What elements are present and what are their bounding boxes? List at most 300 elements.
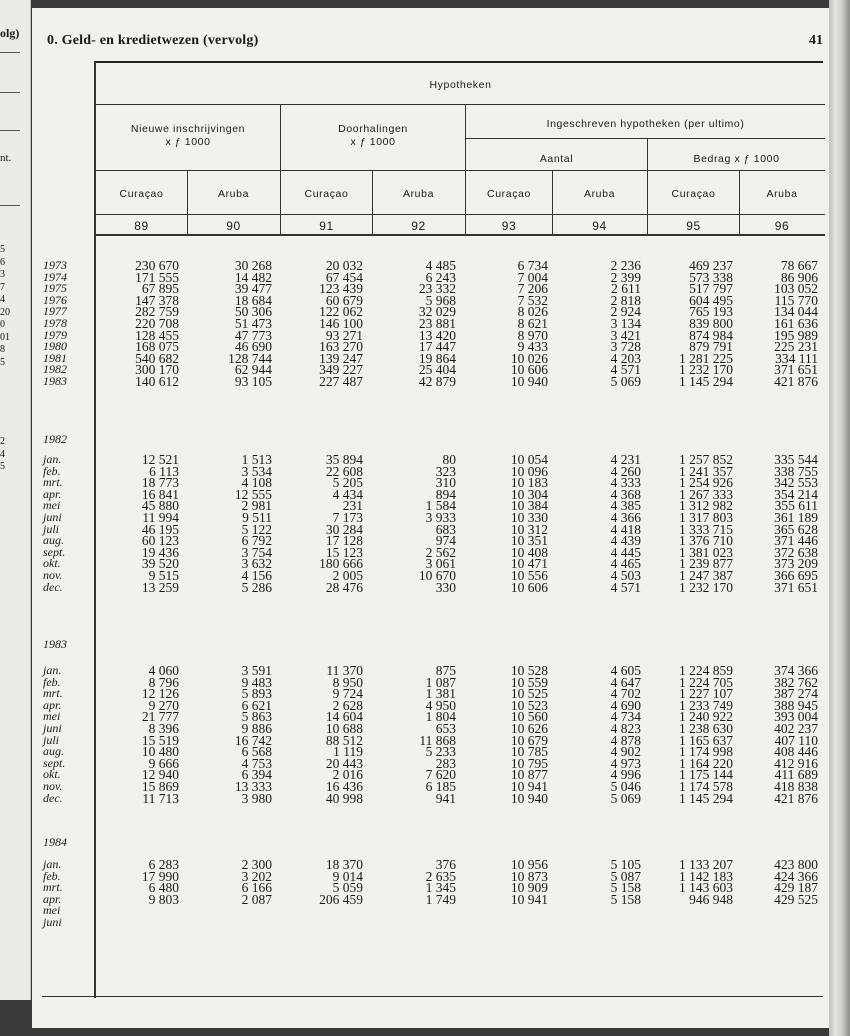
table-cell: 1 376 710	[679, 533, 733, 549]
table-cell: 8 396	[148, 720, 179, 736]
table-cell: 10 528	[510, 663, 548, 678]
data-column	[679, 260, 733, 388]
table-cell: 300 170	[135, 362, 179, 378]
table-cell: 16 841	[141, 486, 179, 502]
table-cell: 310	[435, 475, 456, 491]
column-number: 93	[501, 219, 517, 233]
header-rule	[465, 138, 825, 139]
table-cell: 60 679	[325, 292, 363, 308]
table-cell: 839 800	[689, 315, 733, 331]
column-label: Curaçao	[487, 188, 531, 200]
table-cell: 874 984	[689, 327, 733, 343]
row-label: feb.	[43, 463, 61, 478]
table-cell: 3 134	[610, 315, 641, 331]
row-label: juli	[43, 521, 60, 536]
table-cell: 5 233	[425, 744, 456, 760]
table-cell: 5 105	[610, 857, 641, 872]
data-column	[511, 859, 548, 905]
table-cell: 88 512	[325, 732, 363, 748]
table-cell: 5 158	[610, 891, 641, 907]
table-cell: 365 628	[774, 521, 818, 537]
table-cell: 67 454	[325, 269, 363, 285]
table-cell: 2 628	[332, 697, 363, 713]
table-cell: 10 626	[510, 720, 548, 736]
table-cell: 47 773	[234, 327, 272, 343]
table-cell: 10 679	[510, 732, 548, 748]
table-cell: 7 620	[425, 767, 456, 783]
row-label: sept.	[43, 544, 66, 559]
table-cell: 6 480	[148, 880, 179, 896]
prev-page-rule	[0, 52, 20, 53]
data-column	[419, 665, 456, 804]
table-cell: 517 797	[689, 281, 733, 297]
table-cell: 19 436	[141, 544, 179, 560]
table-cell: 146 100	[319, 315, 363, 331]
row-label: apr.	[43, 697, 62, 712]
table-cell: 573 338	[689, 269, 733, 285]
row-label: dec.	[43, 790, 63, 805]
table-cell: 12 126	[141, 686, 179, 702]
table-cell: 13 333	[234, 778, 272, 794]
table-cell: 1 232 170	[679, 579, 733, 595]
data-column	[426, 859, 456, 905]
row-label: mei	[43, 498, 61, 513]
table-cell: 9 666	[148, 755, 179, 771]
table-cell: 429 187	[774, 880, 818, 896]
table-cell: 40 998	[325, 790, 363, 806]
table-cell: 1 317 803	[679, 509, 733, 525]
table-cell: 17 990	[141, 868, 179, 884]
table-cell: 412 916	[774, 755, 818, 771]
table-cell: 8 970	[517, 327, 548, 343]
table-cell: 282 759	[135, 304, 179, 320]
column-number: 91	[319, 219, 334, 233]
table-cell: 195 989	[774, 327, 818, 343]
table-cell: 230 670	[135, 258, 179, 273]
table-cell: 14 604	[325, 709, 363, 725]
data-column	[611, 260, 641, 388]
table-cell: 225 231	[774, 339, 818, 355]
row-label: 1973	[43, 258, 67, 272]
row-label: mei	[43, 903, 61, 918]
header-doorhalingen: Doorhalingen	[338, 123, 408, 135]
table-cell: 4 385	[610, 498, 641, 514]
data-column	[774, 260, 818, 388]
table-cell: 1 143 603	[679, 880, 733, 896]
table-cell: 335 544	[774, 452, 818, 467]
table-cell: 10 026	[510, 350, 548, 366]
table-cell: 5 069	[610, 790, 641, 806]
table-cell: 1 142 183	[679, 868, 733, 884]
table-cell: 8 026	[517, 304, 548, 320]
table-cell: 366 695	[774, 567, 818, 583]
table-cell: 540 682	[135, 350, 179, 366]
row-label: 1983	[43, 374, 67, 388]
table-cell: 10 940	[510, 373, 548, 389]
column-number: 92	[411, 219, 426, 233]
prev-page-number: 3	[0, 269, 5, 280]
table-cell: 14 482	[234, 269, 272, 285]
prev-page-title-fragment: olg)	[0, 26, 20, 40]
table-cell: 469 237	[689, 258, 733, 273]
column-label: Aruba	[583, 188, 616, 200]
table-cell: 879 791	[689, 339, 733, 355]
table-cell: 4 734	[610, 709, 641, 725]
table-cell: 424 366	[774, 868, 818, 884]
table-cell: 1 145 294	[679, 790, 733, 806]
top-rule	[94, 61, 823, 63]
table-cell: 4 368	[610, 486, 641, 502]
header-ingeschreven: Ingeschreven hypotheken (per ultimo)	[546, 118, 745, 130]
table-cell: 30 284	[325, 521, 363, 537]
table-cell: 6 394	[241, 767, 272, 783]
prev-page-number: 4	[0, 448, 5, 460]
table-cell: 894	[435, 486, 456, 502]
table-cell: 9 724	[332, 686, 363, 702]
prev-page-number: 5	[0, 356, 5, 368]
table-cell: 10 523	[510, 697, 548, 713]
table-cell: 10 941	[510, 778, 548, 794]
prev-page-rule	[0, 205, 20, 206]
column-label: Curaçao	[304, 188, 349, 200]
table-cell: 4 702	[610, 686, 641, 702]
column-number: 89	[134, 219, 149, 233]
table-cell: 4 996	[610, 767, 641, 783]
table-cell: 9 803	[148, 891, 179, 907]
table-cell: 86 906	[780, 269, 818, 285]
table-cell: 15 123	[325, 544, 363, 560]
group-year-label: 1984	[43, 835, 67, 849]
table-cell: 30 268	[234, 258, 272, 273]
table-cell: 1 227 107	[679, 686, 733, 702]
table-cell: 10 312	[510, 521, 548, 537]
table-cell: 10 096	[510, 463, 548, 479]
bottom-rule	[42, 996, 823, 997]
table-cell: 39 477	[234, 281, 272, 297]
table-cell: 93 105	[234, 373, 272, 389]
table-cell: 180 666	[319, 556, 363, 572]
table-cell: 8 621	[517, 315, 548, 331]
table-cell: 42 879	[418, 373, 456, 389]
table-cell: 1 240 922	[679, 709, 733, 725]
table-cell: 408 446	[774, 744, 818, 760]
table-cell: 4 418	[610, 521, 641, 537]
data-column	[511, 454, 548, 593]
table-cell: 46 195	[141, 521, 179, 537]
table-cell: 46 690	[234, 339, 272, 355]
column-number: 94	[592, 219, 607, 233]
table-cell: 2 087	[241, 891, 272, 907]
table-cell: 5 158	[610, 880, 641, 896]
row-label: jan.	[43, 857, 62, 871]
table-cell: 1 749	[425, 891, 456, 907]
table-cell: 7 004	[517, 269, 548, 285]
row-label: mrt.	[43, 880, 63, 895]
table-cell: 1 232 170	[679, 362, 733, 378]
table-cell: 330	[435, 579, 456, 595]
table-cell: 12 940	[141, 767, 179, 783]
column-label: Curaçao	[671, 188, 716, 200]
data-column	[142, 859, 179, 905]
table-cell: 372 638	[774, 544, 818, 560]
table-cell: 17 447	[418, 339, 456, 355]
table-cell: 4 571	[610, 579, 641, 595]
row-label: 1979	[43, 327, 67, 342]
table-cell: 4 485	[425, 258, 456, 273]
table-cell: 3 534	[241, 463, 272, 479]
table-cell: 974	[435, 533, 456, 549]
group-year-label: 1983	[43, 637, 67, 651]
row-label: dec.	[43, 579, 63, 594]
table-cell: 4 753	[241, 755, 272, 771]
table-cell: 9 014	[332, 868, 363, 884]
table-cell: 93 271	[325, 327, 363, 343]
table-cell: 50 306	[234, 304, 272, 320]
table-cell: 4 445	[610, 544, 641, 560]
prev-page-numbers	[0, 244, 10, 369]
table-cell: 2 005	[332, 567, 363, 583]
table-cell: 168 075	[135, 339, 179, 355]
table-cell: 139 247	[319, 350, 363, 366]
table-cell: 103 052	[774, 281, 818, 297]
table-cell: 140 612	[135, 373, 179, 389]
data-column	[611, 665, 641, 804]
table-cell: 875	[435, 663, 456, 678]
table-cell: 9 270	[148, 697, 179, 713]
table-cell: 393 004	[774, 709, 818, 725]
table-cell: 323	[435, 463, 456, 479]
row-label: okt.	[43, 556, 61, 571]
table-cell: 374 366	[774, 663, 818, 678]
table-cell: 402 237	[774, 720, 818, 736]
data-column	[774, 665, 818, 804]
table-cell: 4 231	[610, 452, 641, 467]
table-cell: 765 193	[689, 304, 733, 320]
table-cell: 283	[435, 755, 456, 771]
row-label: sept.	[43, 755, 66, 770]
table-cell: 5 205	[332, 475, 363, 491]
header-hypotheken: Hypotheken	[429, 79, 492, 91]
row-label: juli	[43, 732, 60, 747]
row-label: apr.	[43, 891, 62, 906]
table-cell: 4 465	[610, 556, 641, 572]
row-label: 1978	[43, 316, 67, 330]
row-label: jan.	[43, 452, 62, 466]
row-label: juni	[43, 721, 62, 735]
table-cell: 373 209	[774, 556, 818, 572]
table-cell: 62 944	[234, 362, 272, 378]
data-column	[142, 665, 179, 804]
header-bedrag: Bedrag x ƒ 1000	[693, 153, 780, 165]
table-cell: 1 133 207	[679, 857, 733, 872]
table-cell: 231	[342, 498, 363, 514]
table-cell: 1 239 877	[679, 556, 733, 572]
table-cell: 371 446	[774, 533, 818, 549]
data-column	[679, 665, 733, 804]
table-cell: 4 203	[610, 350, 641, 366]
table-cell: 7 532	[517, 292, 548, 308]
header-rule	[96, 234, 825, 236]
table-cell: 10 606	[510, 362, 548, 378]
table-cell: 1 804	[425, 709, 456, 725]
table-cell: 11 713	[142, 790, 179, 806]
table-cell: 5 863	[241, 709, 272, 725]
table-cell: 10 480	[141, 744, 179, 760]
table-cell: 21 777	[141, 709, 179, 725]
row-label: feb.	[43, 674, 61, 689]
table-cell: 6 621	[241, 697, 272, 713]
column-label: Curaçao	[119, 188, 164, 200]
book-page-edge	[829, 0, 850, 1036]
table-cell: 4 156	[241, 567, 272, 583]
table-cell: 382 762	[774, 674, 818, 690]
table-cell: 941	[435, 790, 456, 806]
table-cell: 10 688	[325, 720, 363, 736]
table-cell: 5 087	[610, 868, 641, 884]
table-cell: 10 525	[510, 686, 548, 702]
table-cell: 4 973	[610, 755, 641, 771]
table-cell: 9 483	[241, 674, 272, 690]
table-cell: 18 773	[141, 475, 179, 491]
table-cell: 10 560	[510, 709, 548, 725]
table-cell: 128 744	[228, 350, 272, 366]
table-cell: 2 818	[610, 292, 641, 308]
row-label: mrt.	[43, 686, 63, 701]
table-cell: 1 247 387	[679, 567, 733, 583]
table-cell: 6 166	[241, 880, 272, 896]
data-column	[679, 454, 733, 593]
table-cell: 683	[435, 521, 456, 537]
table-cell: 1 281 225	[679, 350, 733, 366]
table-cell: 4 950	[425, 697, 456, 713]
table-cell: 9 886	[241, 720, 272, 736]
data-column	[135, 260, 179, 388]
prev-page-rule	[0, 130, 20, 131]
prev-page-number: 0	[0, 319, 5, 330]
table-cell: 25 404	[418, 362, 456, 378]
prev-page-number: 20	[0, 306, 10, 318]
table-cell: 10 351	[510, 533, 548, 549]
table-cell: 1 145 294	[679, 373, 733, 389]
table-cell: 371 651	[774, 362, 818, 378]
table-cell: 9 433	[517, 339, 548, 355]
table-cell: 5 122	[241, 521, 272, 537]
table-cell: 1 175 144	[679, 767, 733, 783]
table-cell: 1 257 852	[679, 452, 733, 467]
row-label: 1980	[43, 339, 67, 354]
row-label: nov.	[43, 779, 63, 793]
table-cell: 18 684	[234, 292, 272, 308]
table-cell: 3 632	[241, 556, 272, 572]
table-cell: 4 260	[610, 463, 641, 479]
table-cell: 2 236	[610, 258, 641, 273]
table-cell: 2 300	[241, 857, 272, 872]
table-cell: 7 173	[332, 509, 363, 525]
table-cell: 371 651	[774, 579, 818, 595]
page-title: 0. Geld- en kredietwezen (vervolg)	[47, 33, 259, 48]
table-cell: 2 981	[241, 498, 272, 514]
data-column	[235, 454, 272, 593]
prev-page-number: 4	[0, 294, 5, 305]
table-cell: 15 869	[141, 778, 179, 794]
row-label: feb.	[43, 868, 61, 883]
row-label: mrt.	[43, 475, 63, 490]
data-column	[319, 859, 363, 905]
header-rule	[96, 214, 825, 215]
table-cell: 946 948	[689, 891, 733, 907]
table-cell: 4 366	[610, 509, 641, 525]
prev-page-number: 5	[0, 244, 5, 255]
table-cell: 1 345	[425, 880, 456, 896]
stub-divider	[94, 61, 96, 998]
table-cell: 3 980	[241, 790, 272, 806]
table-cell: 11 868	[419, 732, 456, 748]
table-cell: 4 108	[241, 475, 272, 491]
header-nieuwe-inschrijvingen: Nieuwe inschrijvingen	[130, 123, 246, 135]
table-cell: 35 894	[325, 452, 363, 467]
row-label: juni	[43, 915, 62, 929]
table-cell: 3 421	[610, 327, 641, 343]
table-cell: 206 459	[319, 891, 363, 907]
header-rule	[96, 170, 825, 171]
table-cell: 5 893	[241, 686, 272, 702]
row-label: okt.	[43, 767, 61, 782]
table-cell: 1 381 023	[679, 544, 733, 560]
table-cell: 115 770	[774, 292, 818, 308]
table-cell: 6 243	[425, 269, 456, 285]
table-cell: 10 471	[510, 556, 548, 572]
table-cell: 361 189	[774, 509, 818, 525]
table-cell: 9 515	[148, 567, 179, 583]
column-label: Aruba	[217, 188, 250, 200]
table-cell: 18 370	[325, 857, 363, 872]
table-cell: 354 214	[774, 486, 818, 502]
prev-page-rule	[0, 92, 20, 93]
data-column	[228, 260, 272, 388]
group-year-label: 1982	[43, 432, 67, 446]
table-cell: 5 069	[610, 373, 641, 389]
data-column	[511, 260, 548, 388]
table-cell: 1 087	[425, 674, 456, 690]
table-cell: 6 113	[149, 463, 179, 479]
table-cell: 342 553	[774, 475, 818, 491]
data-column	[774, 859, 818, 905]
row-label: nov.	[43, 568, 63, 582]
table-cell: 2 399	[610, 269, 641, 285]
table-cell: 3 591	[241, 663, 272, 678]
table-cell: 421 876	[774, 790, 818, 806]
prev-page-text-fragment: nt.	[0, 152, 12, 164]
table-cell: 227 487	[319, 373, 363, 389]
table-cell: 10 183	[510, 475, 548, 491]
table-cell: 4 878	[610, 732, 641, 748]
document-page	[32, 8, 829, 1028]
table-cell: 5 968	[425, 292, 456, 308]
table-cell: 1 241 357	[679, 463, 733, 479]
column-number: 90	[226, 219, 241, 233]
table-cell: 10 877	[510, 767, 548, 783]
page-number: 41	[809, 33, 823, 48]
table-cell: 429 525	[774, 891, 818, 907]
prev-page-number: 6	[0, 256, 5, 268]
table-cell: 3 754	[241, 544, 272, 560]
row-label: 1977	[43, 304, 67, 319]
table-cell: 67 895	[141, 281, 179, 297]
table-cell: 5 046	[610, 778, 641, 794]
table-cell: 134 044	[774, 304, 818, 320]
prev-page-number: 8	[0, 344, 5, 355]
table-cell: 421 876	[774, 373, 818, 389]
